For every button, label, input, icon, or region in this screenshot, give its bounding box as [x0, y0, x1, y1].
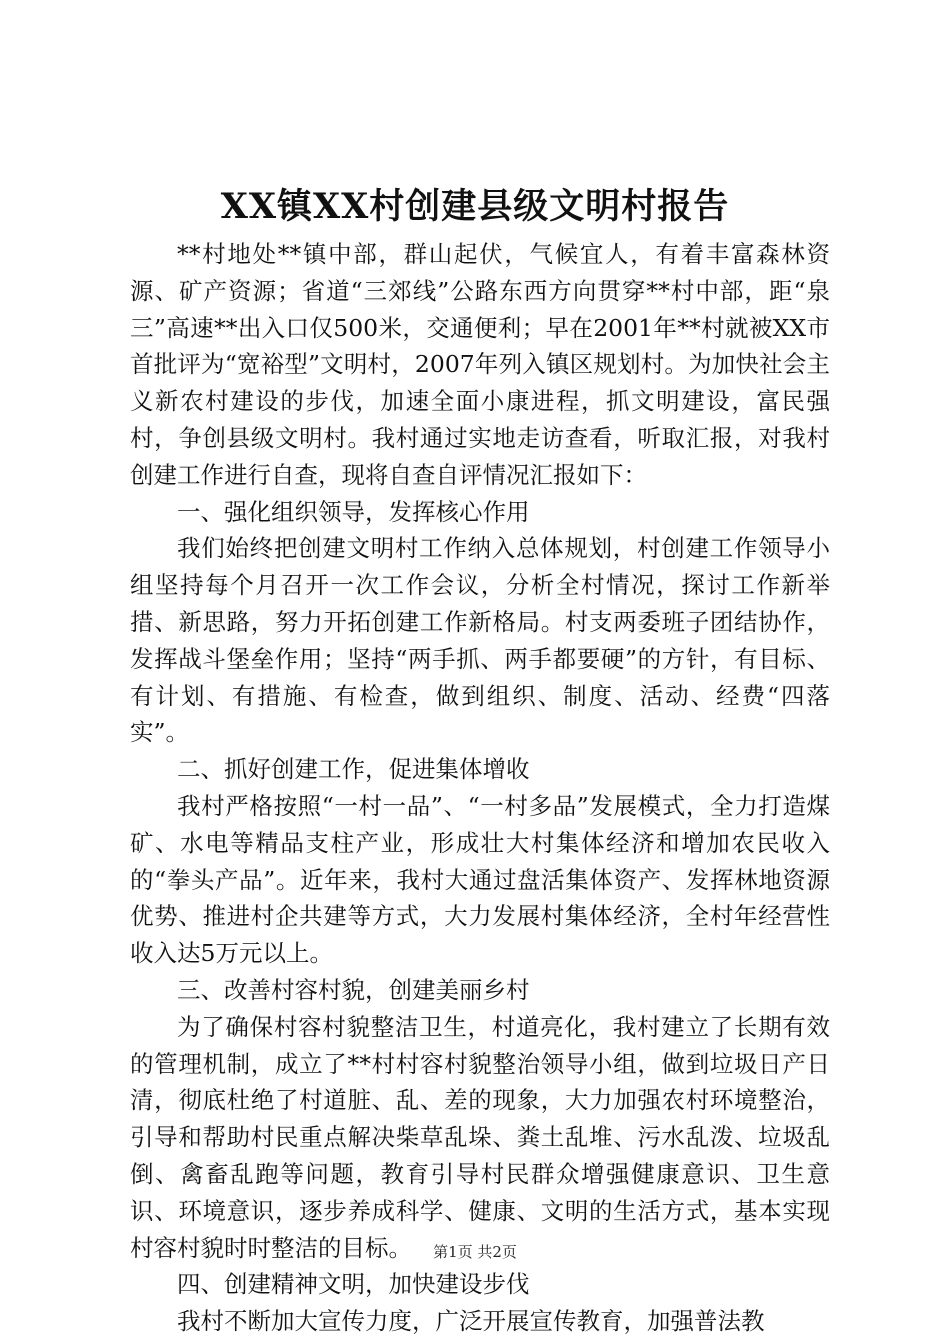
- intro-paragraph: **村地处**镇中部，群山起伏，气候宜人，有着丰富森林资源、矿产资源；省道“三郊线”公路东西方向贯穿**村中部，距“泉三”高速**出入口仅500米，交通便利；早在2001年**村就被XX市首批评为“宽裕型”文明村，2007年列入镇区规划村。为加快社会主义新农村建设的步伐，加速全面小康进程，抓文明建设，富民强村，争创县级文明村。我村通过实地走访查看，听取汇报，对我村创建工作进行自查，现将自查自评情况汇报如下：: [130, 240, 830, 489]
- section-paragraph-3: 为了确保村容村貌整洁卫生，村道亮化，我村建立了长期有效的管理机制，成立了**村村容村貌整治领导小组，做到垃圾日产日清，彻底杜绝了村道脏、乱、差的现象，大力加强农村环境整治，引导和帮助村民重点解决柴草乱垛、粪土乱堆、污水乱泼、垃圾乱倒、禽畜乱跑等问题，教育引导村民群众增强健康意识、卫生意识、环境意识，逐步养成科学、健康、文明的生活方式，基本实现村容村貌时时整洁的目标。: [130, 1012, 830, 1262]
- page-footer: 第1页 共2页: [433, 1243, 517, 1261]
- section-paragraph-2: 我村严格按照“一村一品”、“一村多品”发展模式，全力打造煤矿、水电等精品支柱产业，形成壮大村集体经济和增加农民收入的“拳头产品”。近年来，我村大通过盘活集体资产、发挥林地资源优势、推进村企共建等方式，大力发展村集体经济，全村年经营性收入达5万元以上。: [130, 791, 830, 968]
- section-heading-1: 一、强化组织领导，发挥核心作用: [177, 497, 530, 526]
- document-body: [130, 236, 830, 1340]
- section-heading-3: 三、改善村容村貌，创建美丽乡村: [177, 975, 530, 1004]
- section-heading-2: 二、抓好创建工作，促进集体增收: [177, 755, 530, 784]
- document-title: XX镇XX村创建县级文明村报告: [220, 186, 730, 227]
- section-paragraph-1: 我们始终把创建文明村工作纳入总体规划，村创建工作领导小组坚持每个月召开一次工作会议，分析全村情况，探讨工作新举措、新思路，努力开拓创建工作新格局。村支两委班子团结协作，发挥战斗堡垒作用；坚持“两手抓、两手都要硬”的方针，有目标、有计划、有措施、有检查，做到组织、制度、活动、经费“四落实”。: [130, 534, 830, 747]
- section-heading-4: 四、创建精神文明，加快建设步伐: [177, 1270, 530, 1299]
- section-paragraph-4: 我村不断加大宣传力度，广泛开展宣传教育，加强普法教: [177, 1307, 765, 1336]
